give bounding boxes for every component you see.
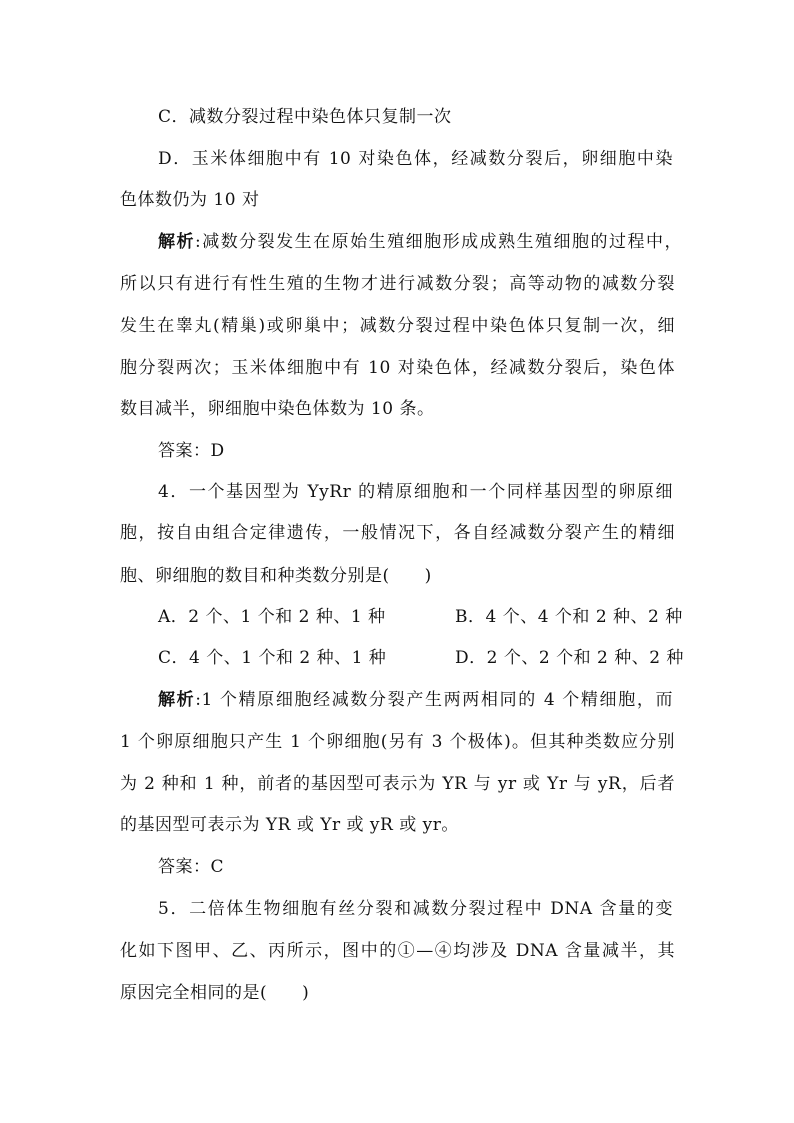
q4-stem-line2: 胞，按自由组合定律遗传，一般情况下，各自经减数分裂产生的精细 bbox=[120, 523, 675, 543]
q4-stem-line3: 胞、卵细胞的数目和种类数分别是( ) bbox=[120, 566, 432, 586]
q4-analysis-line3: 为 2 种和 1 种，前者的基因型可表示为 YR 与 yr 或 Yr 与 yR，后者 bbox=[120, 774, 675, 794]
analysis-text: :减数分裂发生在原始生殖细胞形成成熟生殖细胞的过程中， bbox=[194, 232, 682, 252]
q3-option-c: C．减数分裂过程中染色体只复制一次 bbox=[158, 107, 452, 127]
q3-option-d-line1: D．玉米体细胞中有 10 对染色体，经减数分裂后，卵细胞中染 bbox=[158, 149, 673, 169]
q4-option-b: B．4 个、4 个和 2 种、2 种 bbox=[455, 607, 683, 627]
q5-stem-line2: 化如下图甲、乙、丙所示，图中的①—④均涉及 DNA 含量减半，其 bbox=[120, 941, 675, 961]
q3-analysis-line1 bbox=[158, 231, 682, 253]
q3-analysis-line4: 胞分裂两次；玉米体细胞中有 10 对染色体，经减数分裂后，染色体 bbox=[120, 358, 675, 378]
q4-analysis-line4: 的基因型可表示为 YR 或 Yr 或 yR 或 yr。 bbox=[120, 815, 459, 835]
q4-stem-line1: 4．一个基因型为 YyRr 的精原细胞和一个同样基因型的卵原细 bbox=[158, 482, 673, 502]
q3-answer: 答案：D bbox=[158, 441, 225, 461]
analysis-text: :1 个精原细胞经减数分裂产生两两相同的 4 个精细胞，而 bbox=[195, 690, 673, 710]
q4-option-a: A．2 个、1 个和 2 种、1 种 bbox=[158, 607, 386, 627]
q3-analysis-line3: 发生在睾丸(精巢)或卵巢中；减数分裂过程中染色体只复制一次，细 bbox=[120, 316, 675, 336]
q4-analysis-line2: 1 个卵原细胞只产生 1 个卵细胞(另有 3 个极体)。但其种类数应分别 bbox=[120, 732, 675, 752]
q4-option-c: C．4 个、1 个和 2 种、1 种 bbox=[158, 648, 387, 668]
q4-analysis-line1 bbox=[158, 689, 673, 711]
q5-stem-line3: 原因完全相同的是( ) bbox=[120, 983, 310, 1003]
q3-analysis-line5: 数目减半，卵细胞中染色体数为 10 条。 bbox=[120, 399, 435, 419]
analysis-label: 解析 bbox=[158, 232, 195, 252]
q4-option-d: D．2 个、2 个和 2 种、2 种 bbox=[455, 648, 684, 668]
q3-option-d-line2: 色体数仍为 10 对 bbox=[120, 190, 260, 210]
q3-analysis-line2: 所以只有进行有性生殖的生物才进行减数分裂；高等动物的减数分裂 bbox=[120, 274, 675, 294]
q4-answer: 答案：C bbox=[158, 857, 225, 877]
q5-stem-line1: 5．二倍体生物细胞有丝分裂和减数分裂过程中 DNA 含量的变 bbox=[158, 899, 673, 919]
analysis-label: 解析 bbox=[158, 690, 196, 710]
